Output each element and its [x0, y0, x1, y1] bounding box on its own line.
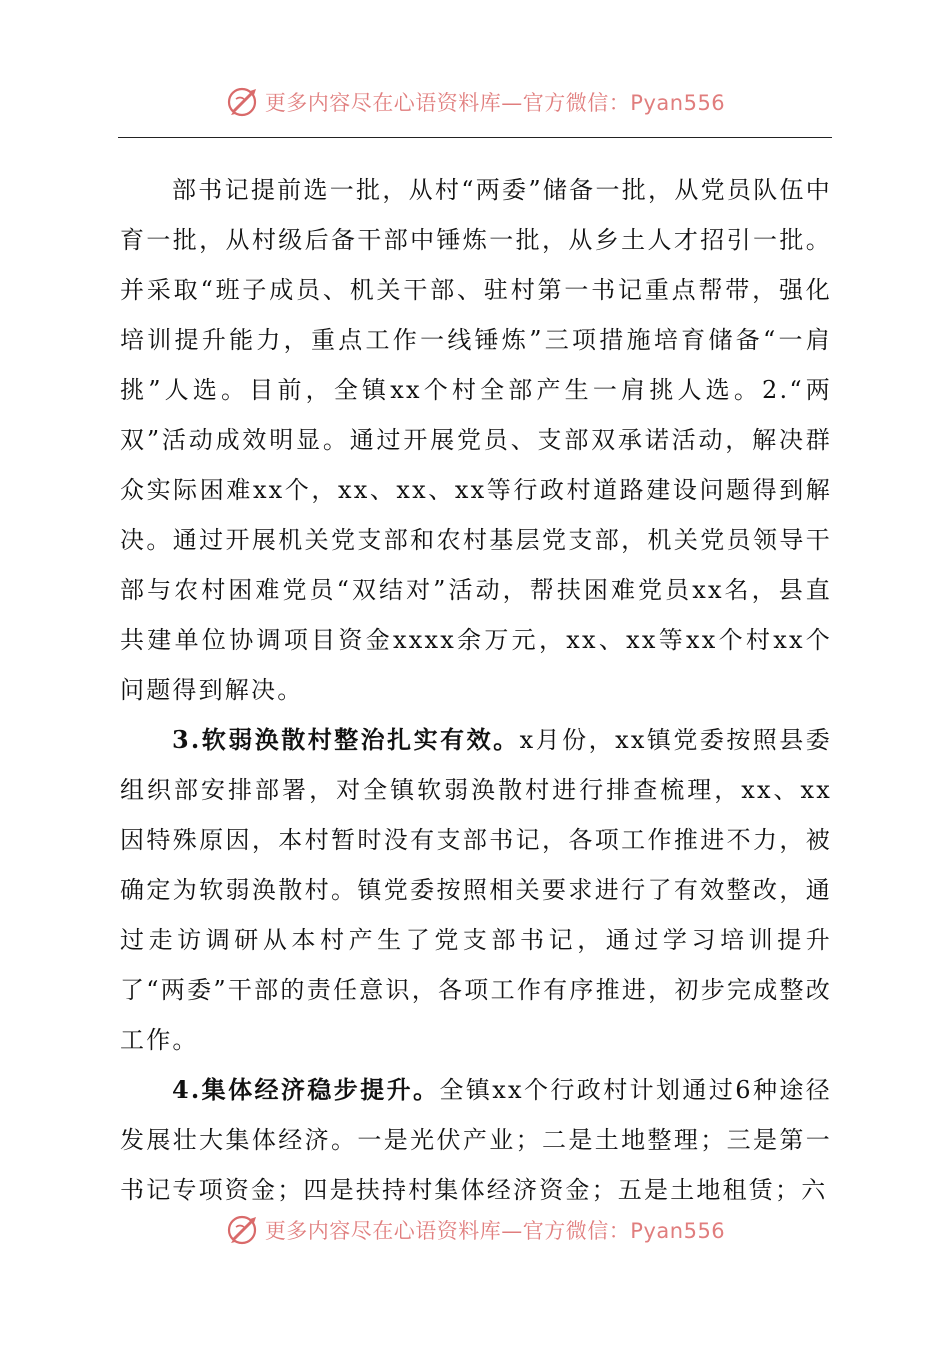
- watermark-text: 更多内容尽在心语资料库—官方微信：Pyan556: [264, 91, 726, 115]
- paragraph-2-text: x月份，xx镇党委按照县委组织部安排部署，对全镇软弱涣散村进行排查梳理，xx、xx因特殊原因，本村暂时没有支部书记，各项工作推进不力，被确定为软弱涣散村。镇党委按照相关要求进行了有效整改，通过走访调研从本村产生了党支部书记，通过学习培训提升了“两委”干部的责任意识，各项工作有序推进，初步完成整改工作。: [120, 726, 832, 1054]
- watermark-text: 更多内容尽在心语资料库—官方微信：Pyan556: [264, 1219, 726, 1243]
- paragraph-3: [120, 1065, 832, 1215]
- paragraph-2-heading: 3.软弱涣散村整治扎实有效。: [172, 725, 520, 754]
- pen-logo-icon: [225, 84, 261, 120]
- document-body: [120, 165, 832, 1215]
- paragraph-2: [120, 715, 832, 1065]
- pen-logo-icon: [225, 1212, 261, 1248]
- footer-watermark: [0, 1212, 950, 1248]
- header-divider: [118, 137, 832, 138]
- paragraph-3-heading: 4.集体经济稳步提升。: [172, 1075, 440, 1104]
- paragraph-1: 部书记提前选一批，从村“两委”储备一批，从党员队伍中育一批，从村级后备干部中锤炼一批，从乡土人才招引一批。并采取“班子成员、机关干部、驻村第一书记重点帮带，强化培训提升能力，重点工作一线锤炼”三项措施培育储备“一肩挑”人选。目前，全镇xx个村全部产生一肩挑人选。2.“两双”活动成效明显。通过开展党员、支部双承诺活动，解决群众实际困难xx个，xx、xx、xx等行政村道路建设问题得到解决。通过开展机关党支部和农村基层党支部，机关党员领导干部与农村困难党员“双结对”活动，帮扶困难党员xx名，县直共建单位协调项目资金xxxx余万元，xx、xx等xx个村xx个问题得到解决。: [120, 176, 832, 704]
- paragraph-3-text: 全镇xx个行政村计划通过6种途径发展壮大集体经济。一是光伏产业；二是土地整理；三是第一书记专项资金；四是扶持村集体经济资金；五是土地租赁；六: [120, 1076, 832, 1204]
- header-watermark: [0, 84, 950, 120]
